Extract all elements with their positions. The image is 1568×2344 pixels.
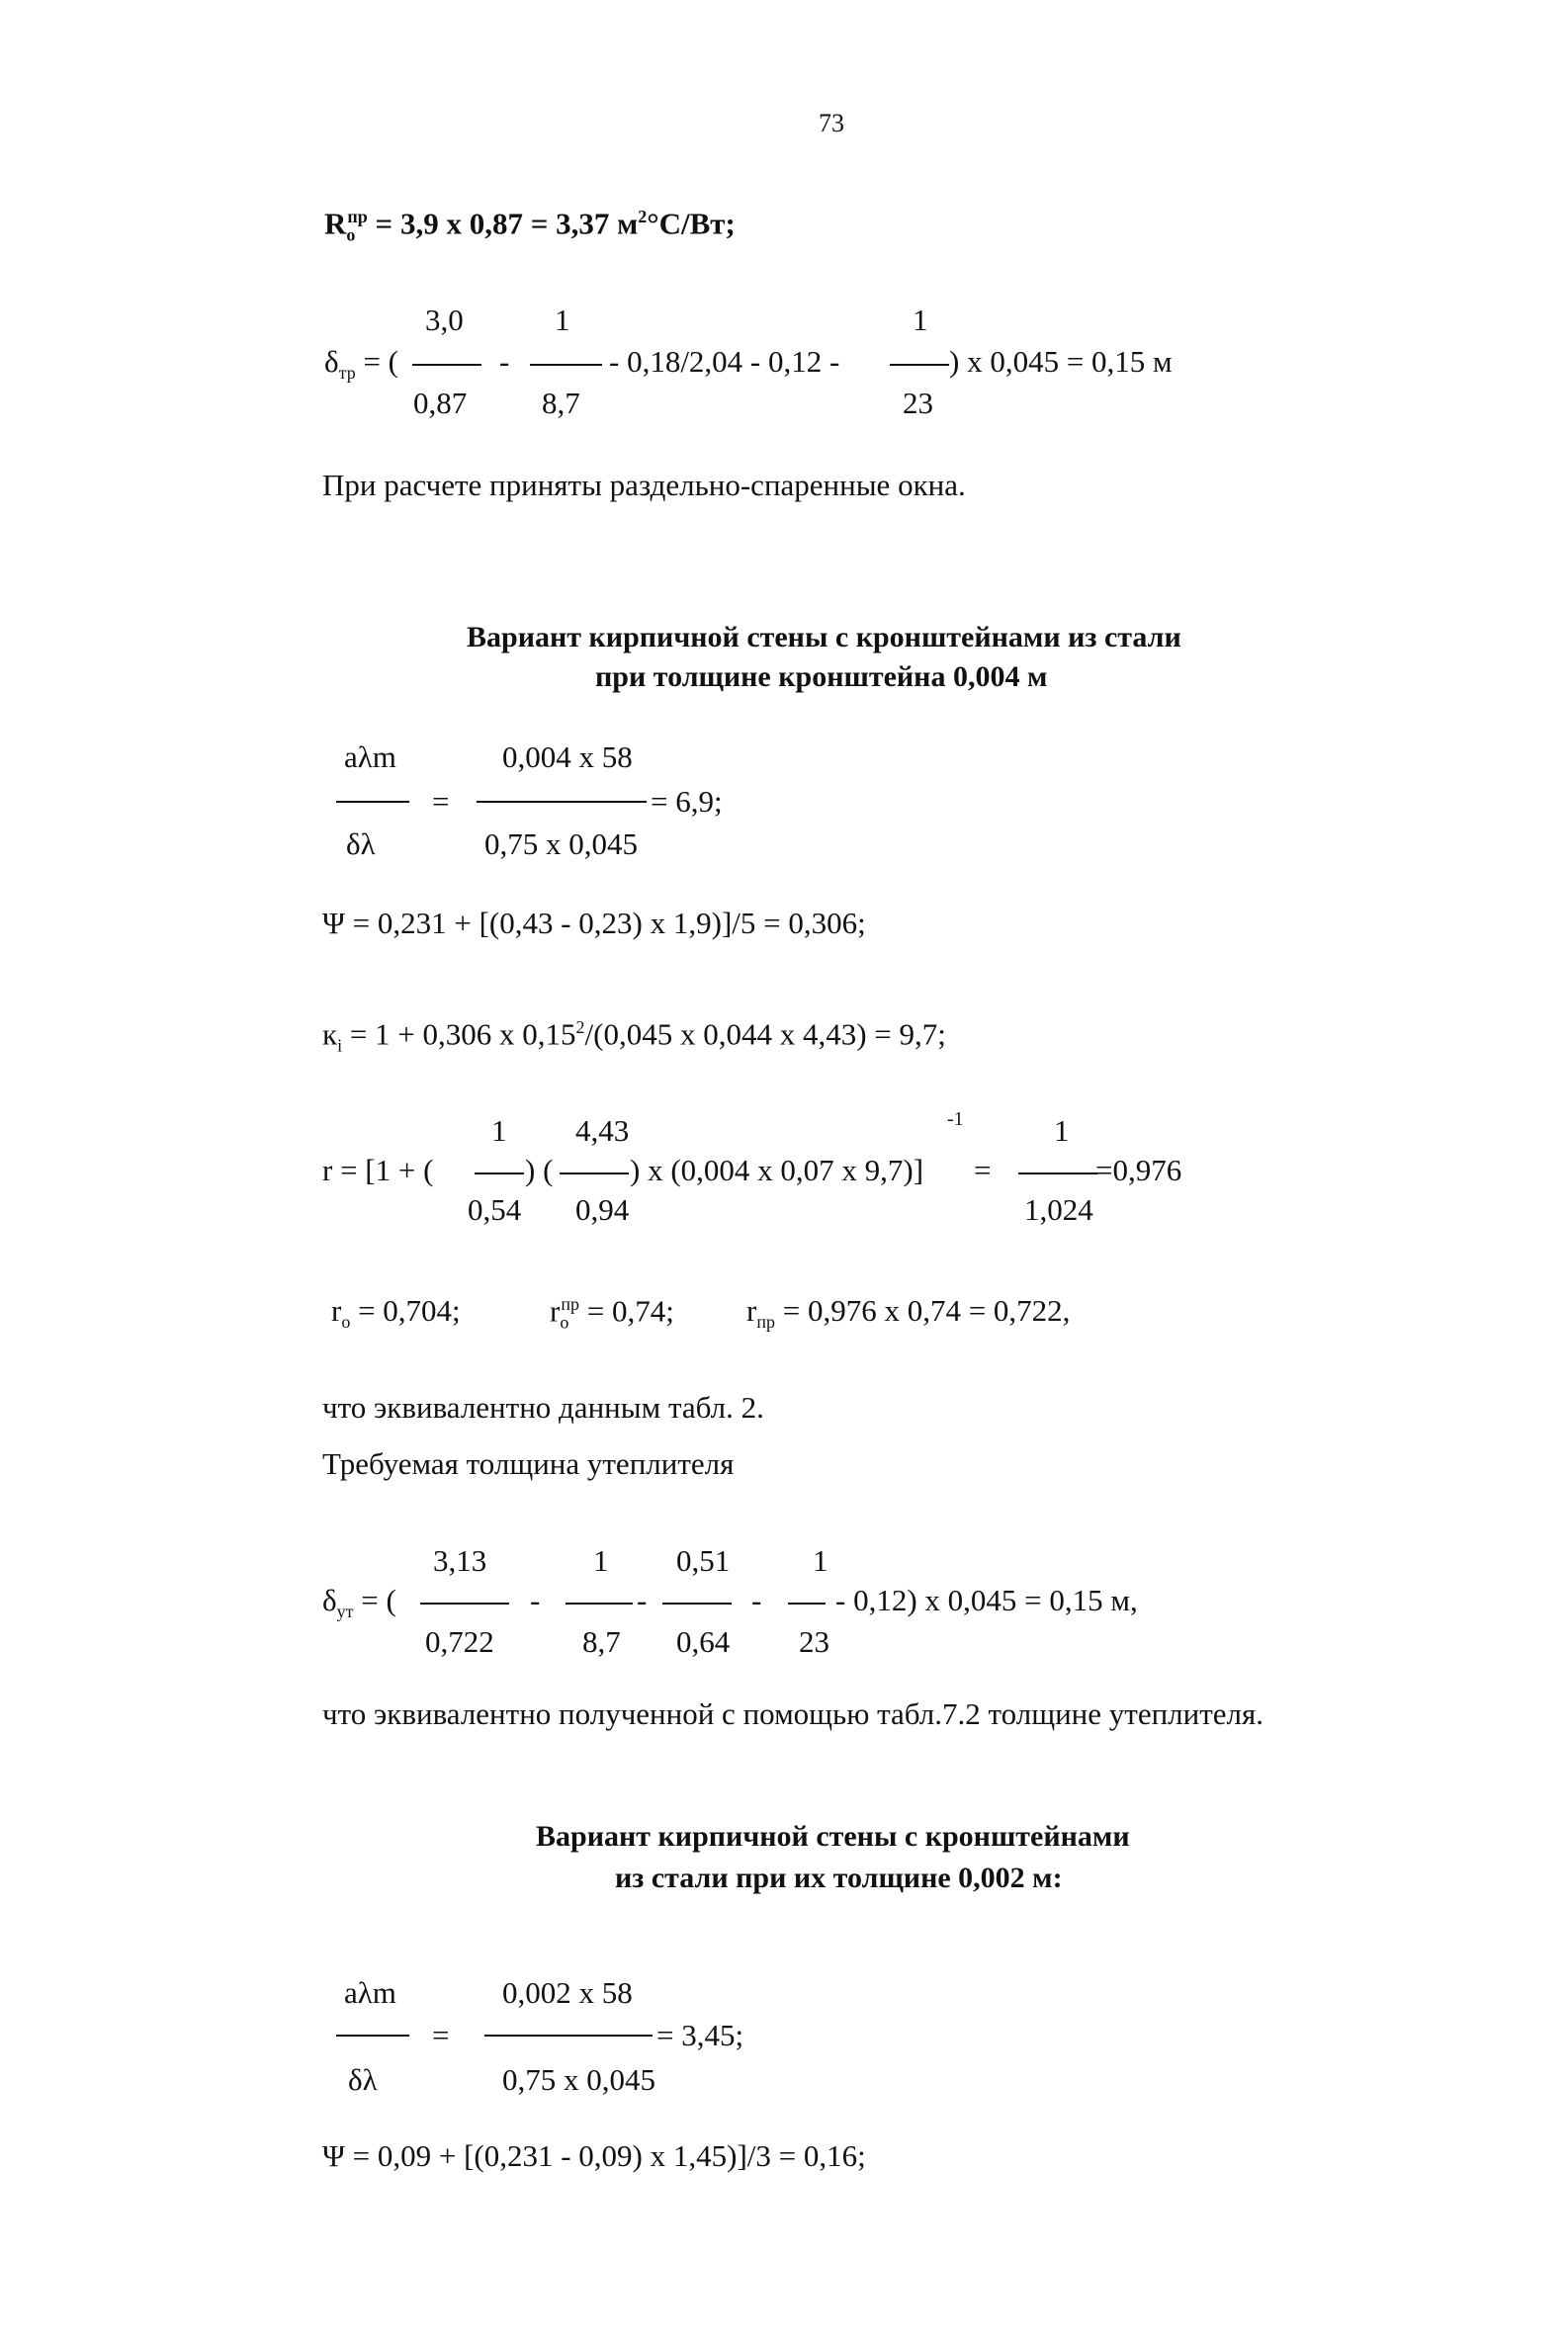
formula-rest: ) x 0,045 = 0,15 м (949, 344, 1173, 379)
r-result: =0,976 (1095, 1153, 1182, 1187)
fraction-bar (475, 1172, 524, 1174)
fraction-numerator: 4,43 (575, 1113, 630, 1148)
operator: - (530, 1583, 541, 1617)
fraction-bar (412, 364, 481, 366)
fraction-numerator: 1 (913, 303, 928, 337)
ratio-numerator: aλm (344, 1975, 396, 2010)
fraction-bar (477, 801, 647, 803)
fraction-denominator: 23 (903, 386, 933, 420)
ratio-numerator: 0,002 x 58 (502, 1975, 633, 2010)
fraction-numerator: 1 (813, 1543, 828, 1578)
ratio-denominator: δλ (346, 826, 376, 861)
required-thickness-label: Требуемая толщина утеплителя (322, 1446, 735, 1481)
fraction-numerator: 1 (491, 1113, 507, 1148)
fraction-denominator: 0,87 (413, 386, 468, 420)
fraction-bar (890, 364, 949, 366)
fraction-denominator: 23 (799, 1624, 829, 1659)
page-number: 73 (819, 109, 844, 137)
section1-heading-line1: Вариант кирпичной стены с кронштейнами из стали (467, 621, 1181, 653)
operator: - (637, 1583, 648, 1617)
formula-rest: - 0,12) x 0,045 = 0,15 м, (835, 1583, 1138, 1617)
operator: - (499, 344, 510, 379)
fraction-numerator: 1 (593, 1543, 609, 1578)
fraction-bar (420, 1603, 509, 1605)
fraction-numerator: 1 (1054, 1113, 1070, 1148)
ratio-denominator: 0,75 x 0,045 (484, 826, 638, 861)
fraction-bar (336, 801, 409, 803)
fraction-denominator: 8,7 (542, 386, 580, 420)
ratio-denominator: 0,75 x 0,045 (502, 2062, 655, 2097)
fraction-bar (566, 1603, 633, 1605)
fraction-numerator: 3,13 (433, 1543, 487, 1578)
equivalence-text: что эквивалентно данным табл. 2. (322, 1390, 764, 1425)
formula-ro: $R_o^{пр} = 3,9$ x 0,87 = 3,37 $м^2^\circ C/Вт$; (324, 206, 736, 245)
fraction-denominator: 0,54 (468, 1192, 522, 1227)
r0pr-value: $r_o^{пр} = 0,74$; (550, 1293, 674, 1333)
fraction-bar (560, 1172, 629, 1174)
fraction-denominator: 0,64 (676, 1624, 731, 1659)
rpr-value: $r_{пр} = 0,976$ x 0,74 = 0,722, (746, 1293, 1071, 1333)
section1-heading-line2: при толщине кронштейна 0,004 м (595, 660, 1048, 693)
fraction-bar (1018, 1172, 1097, 1174)
formula-lhs: $\delta_{тр}$ = ( (324, 344, 399, 384)
equivalence-text: что эквивалентно полученной с помощью табл.7.2 толщине утеплителя. (322, 1696, 1264, 1731)
fraction-bar (336, 2035, 409, 2037)
fraction-numerator: 0,51 (676, 1543, 731, 1578)
psi-formula: Ψ = 0,09 + [(0,231 - 0,09) x 1,45)]/3 = 0,16; (322, 2138, 866, 2173)
fraction-bar (530, 364, 602, 366)
operator: = (432, 2018, 450, 2052)
fraction-denominator: 0,94 (575, 1192, 630, 1227)
operator: = (432, 784, 450, 819)
operator: = (974, 1153, 992, 1187)
fraction-bar (484, 2035, 653, 2037)
psi-formula: Ψ = 0,231 + [(0,43 - 0,23) x 1,9)]/5 = 0,306; (322, 906, 866, 940)
fraction-bar (788, 1603, 826, 1605)
r-rest: ) x (0,004 x 0,07 x 9,7)] (630, 1153, 924, 1187)
ratio-result: = 3,45; (656, 2018, 744, 2052)
operator: ) ( (525, 1153, 554, 1187)
fraction-denominator: 1,024 (1024, 1192, 1093, 1227)
fraction-denominator: 8,7 (582, 1624, 621, 1659)
fraction-denominator: 0,722 (425, 1624, 494, 1659)
formula-lhs: $\delta_{ут}$ = ( (322, 1583, 396, 1622)
fraction-numerator: 3,0 (425, 303, 464, 337)
r0-value: $r_o = 0,704$; (331, 1293, 461, 1333)
operator: - (751, 1583, 762, 1617)
section2-heading-line1: Вариант кирпичной стены с кронштейнами (536, 1820, 1130, 1853)
formula-middle: - 0,18/2,04 - 0,12 - (609, 344, 840, 379)
r-lhs: r = [1 + ( (322, 1153, 434, 1187)
ratio-denominator: δλ (348, 2062, 378, 2097)
fraction-bar (662, 1603, 732, 1605)
section2-heading-line2: из стали при их толщине 0,002 м: (615, 1862, 1063, 1894)
ratio-numerator: 0,004 x 58 (502, 739, 633, 774)
ratio-numerator: aλm (344, 739, 396, 774)
note-windows: При расчете приняты раздельно-спаренные окна. (322, 468, 966, 502)
ratio-result: = 6,9; (651, 784, 723, 819)
k-formula: $к_i = 1 + 0,306$ x 0,15$^2$/(0,045 x 0,044 x 4,43) = 9,7; (322, 1016, 946, 1056)
fraction-numerator: 1 (555, 303, 570, 337)
exponent: -1 (947, 1108, 964, 1130)
